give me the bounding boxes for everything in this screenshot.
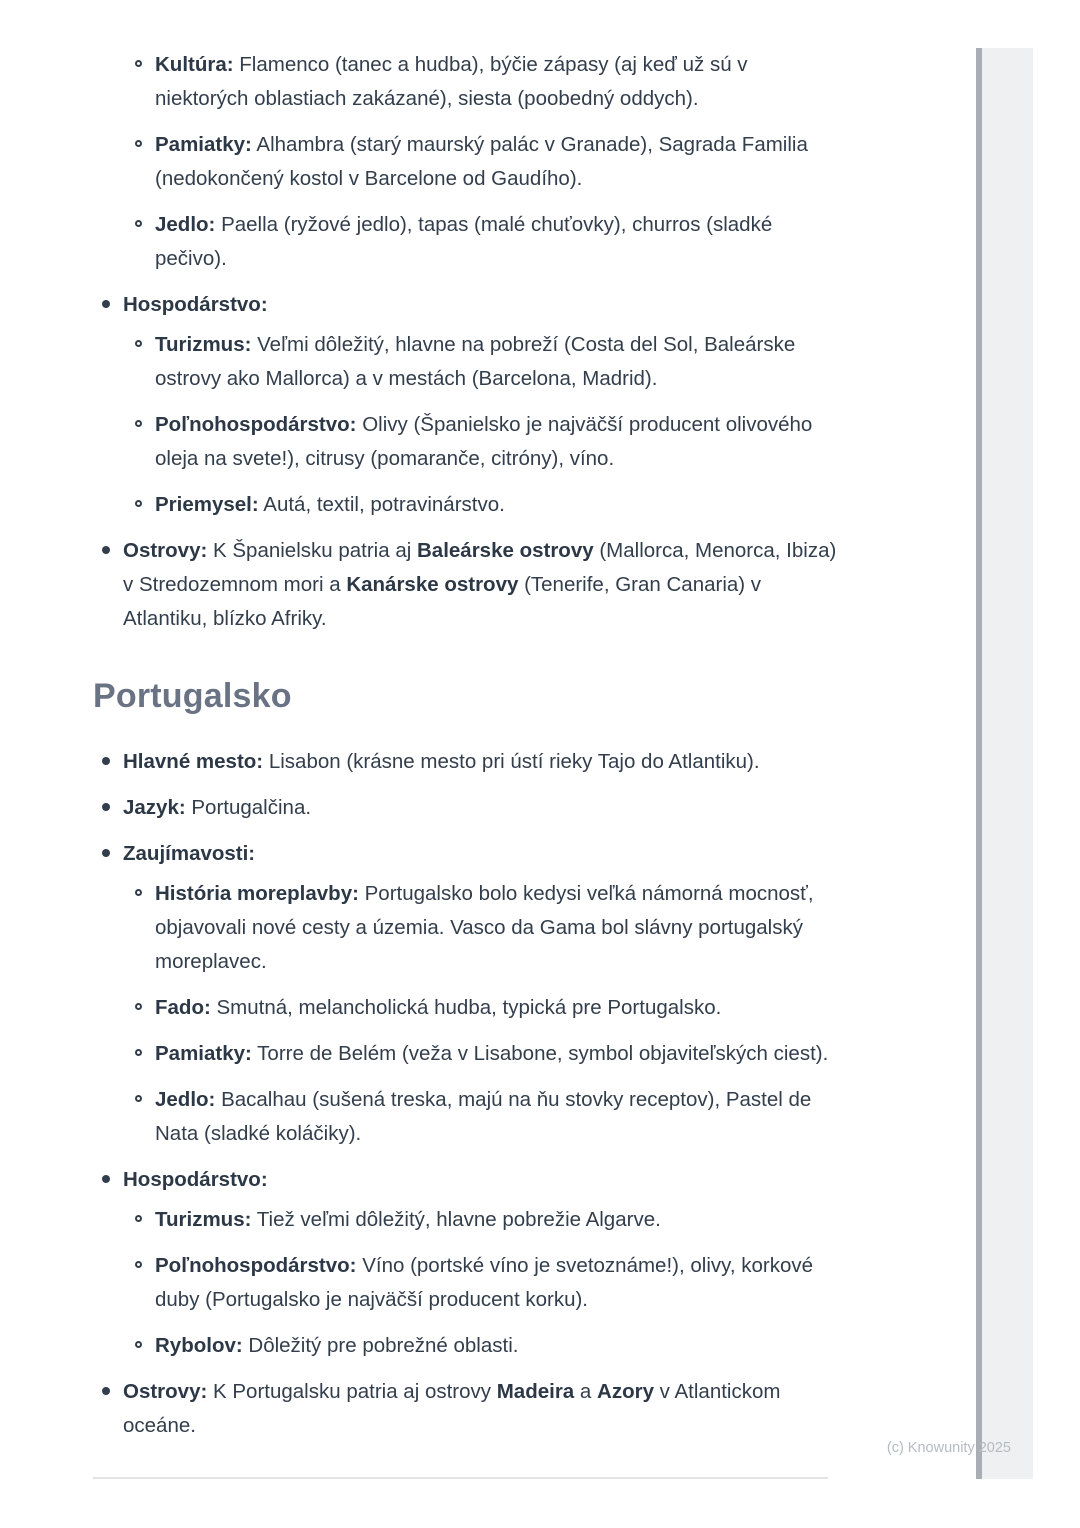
circle-bullet-icon: [135, 60, 142, 67]
list-item-text: Jedlo: Paella (ryžové jedlo), tapas (malé chuťovky), churros (sladké pečivo).: [155, 213, 773, 270]
disc-bullet-icon: [102, 803, 110, 811]
list-item: [93, 48, 841, 116]
list-item-text: Zaujímavosti:: [123, 842, 256, 865]
section-heading: Portugalsko: [93, 677, 292, 715]
list-item-text: Hlavné mesto: Lisabon (krásne mesto pri ústí rieky Tajo do Atlantiku).: [123, 750, 760, 773]
list-item-text: Ostrovy: K Portugalsku patria aj ostrovy Madeira a Azory v Atlantickom oceáne.: [123, 1380, 781, 1437]
list-item: [93, 791, 841, 825]
list-item: [93, 1375, 841, 1443]
list-item: [93, 837, 841, 871]
scrollbar-track[interactable]: [976, 48, 1033, 1479]
list-item-text: Pamiatky: Alhambra (starý maurský palác v Granade), Sagrada Familia (nedokončený kostol v Barcelone od Gaudího).: [155, 133, 808, 190]
circle-bullet-icon: [135, 500, 142, 507]
list-item-text: Fado: Smutná, melancholická hudba, typická pre Portugalsko.: [155, 996, 722, 1019]
list-item: [93, 1163, 841, 1197]
list-item: [93, 534, 841, 636]
list-item-text: Turizmus: Veľmi dôležitý, hlavne na pobreží (Costa del Sol, Baleárske ostrovy ako Mallorca) a v mestách (Barcelona, Madrid).: [155, 333, 796, 390]
list-item-text: Hospodárstvo:: [123, 1168, 268, 1191]
list-item-text: Pamiatky: Torre de Belém (veža v Lisabone, symbol objaviteľských ciest).: [155, 1042, 829, 1065]
list-item: [93, 288, 841, 322]
circle-bullet-icon: [135, 1215, 142, 1222]
list-item-text: Poľnohospodárstvo: Víno (portské víno je svetoznáme!), olivy, korkové duby (Portugalsko je najväčší producent korku).: [155, 1254, 814, 1311]
disc-bullet-icon: [102, 546, 110, 554]
footer-divider: [93, 1477, 828, 1479]
list-item-text: Poľnohospodárstvo: Olivy (Španielsko je najväčší producent olivového oleja na svete!), citrusy (pomaranče, citróny), víno.: [155, 413, 813, 470]
list-item-text: Priemysel: Autá, textil, potravinárstvo.: [155, 493, 505, 516]
list-item-text: História moreplavby: Portugalsko bolo kedysi veľká námorná mocnosť, objavovali nové cesty a územia. Vasco da Gama bol slávny portugalský moreplavec.: [155, 882, 814, 973]
circle-bullet-icon: [135, 889, 142, 896]
circle-bullet-icon: [135, 420, 142, 427]
circle-bullet-icon: [135, 1003, 142, 1010]
list-item: [93, 1037, 841, 1071]
list-item: [93, 877, 841, 979]
list-item: [93, 1249, 841, 1317]
circle-bullet-icon: [135, 340, 142, 347]
bullet-list: [93, 48, 841, 636]
list-item: [93, 1203, 841, 1237]
list-item: [93, 488, 841, 522]
list-item-text: Rybolov: Dôležitý pre pobrežné oblasti.: [155, 1334, 519, 1357]
circle-bullet-icon: [135, 140, 142, 147]
disc-bullet-icon: [102, 1387, 110, 1395]
circle-bullet-icon: [135, 1261, 142, 1268]
list-item-text: Kultúra: Flamenco (tanec a hudba), býčie zápasy (aj keď už sú v niektorých oblastiach zakázané), siesta (poobedný oddych).: [155, 53, 748, 110]
list-item-text: Jazyk: Portugalčina.: [123, 796, 312, 819]
list-item: [93, 1083, 841, 1151]
circle-bullet-icon: [135, 1095, 142, 1102]
list-item-text: Ostrovy: K Španielsku patria aj Baleárske ostrovy (Mallorca, Menorca, Ibiza) v Stredozemnom mori a Kanárske ostrovy (Tenerife, Gran Canaria) v Atlantiku, blízko Afriky.: [123, 539, 837, 630]
list-item: [93, 745, 841, 779]
watermark-text: (c) Knowunity 2025: [886, 1440, 1011, 1456]
disc-bullet-icon: [102, 849, 110, 857]
list-item: [93, 328, 841, 396]
circle-bullet-icon: [135, 220, 142, 227]
disc-bullet-icon: [102, 757, 110, 765]
list-item: [93, 408, 841, 476]
list-item-text: Turizmus: Tiež veľmi dôležitý, hlavne pobrežie Algarve.: [155, 1208, 661, 1231]
circle-bullet-icon: [135, 1049, 142, 1056]
circle-bullet-icon: [135, 1341, 142, 1348]
disc-bullet-icon: [102, 1175, 110, 1183]
scrollbar-thumb[interactable]: [976, 48, 982, 1479]
bullet-list: [93, 745, 841, 1443]
list-item: [93, 991, 841, 1025]
list-item: [93, 128, 841, 196]
list-item-text: Hospodárstvo:: [123, 293, 268, 316]
document-content: [93, 48, 841, 1455]
list-item-text: Jedlo: Bacalhau (sušená treska, majú na ňu stovky receptov), Pastel de Nata (sladké koláčiky).: [155, 1088, 812, 1145]
list-item: [93, 208, 841, 276]
list-item: [93, 1329, 841, 1363]
disc-bullet-icon: [102, 300, 110, 308]
